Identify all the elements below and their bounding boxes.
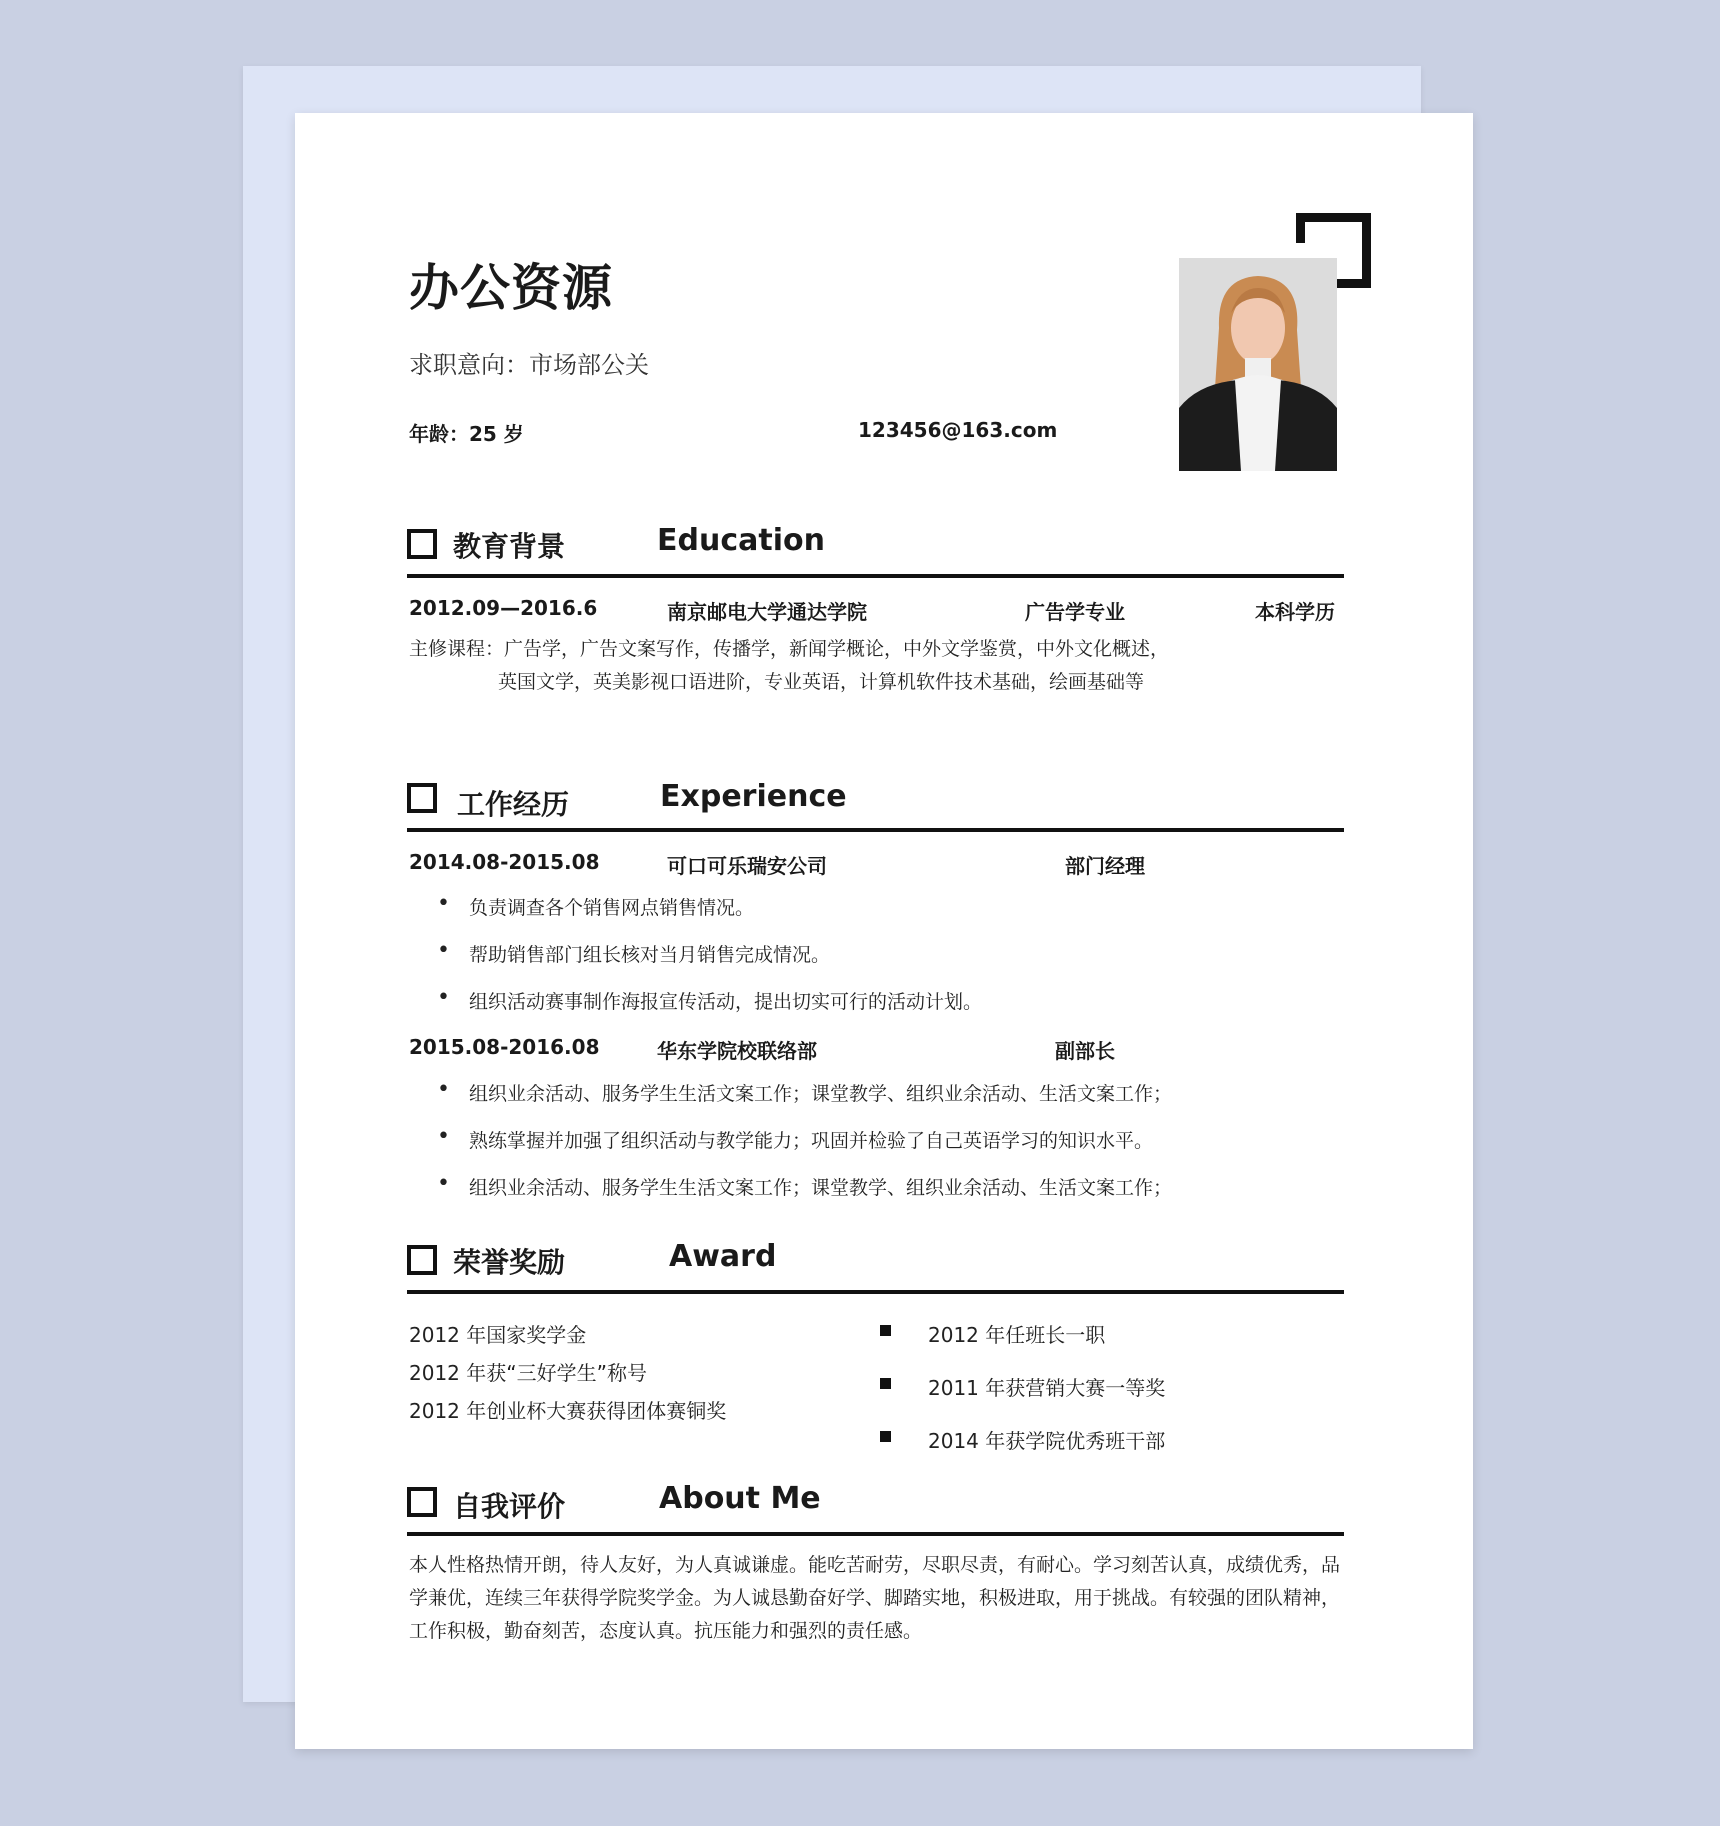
about-section-header [407, 1483, 1344, 1535]
job-1-title: 部门经理 [1065, 854, 1145, 878]
age-field: 年龄：25 岁 [409, 422, 524, 446]
section-divider [407, 1532, 1344, 1536]
checkbox-square-icon [407, 1245, 437, 1275]
section-title-en: Experience [660, 779, 847, 814]
resume-page: 办公资源 求职意向：市场部公关 年龄：25 岁 123456@163.com 教育背景 Education 2012.09—2016.6 南京邮电大学通达学院 广告学专业 本科学历 主修课程：广告学，广告文案写作，传播学，新闻学概论，中外文学鉴赏，中外文化概述， 英国文学，英美影视口语进阶，专业英语，计算机软件技术基础，绘画基础等 工作经历 Experience 2014.08-2015.08 可口可乐瑞安公司 部门经理 • 负责调查各个销售网点销售情况。 • 帮助销售部门组长核对当月销售完成情况。 • 组织活动赛事制作海报宣传活动，提出切实可行的活动计划。 2015.08-2016.08 华东学院校联络部 副部长 • 组织业余活动、服务学生生活文案工作；课堂教学、组织业余活动、生活文案工作； • 熟练掌握并加强了组织活动与教学能力；巩固并检验了自己英语学习的知识水平。 • 组织业余活动、服务学生生活文案工作；课堂教学、组织业余活动、生活文案工作； 荣誉奖励 Award 2012 年国家奖学金 2012 年获“三好学生”称号 2012 年创业杯大赛获得团体赛铜奖 2012 年任班长一职 2011 年获营销大赛一等奖 2014 年获学院优秀班干部 自我评价 About Me 本人性格热情开朗，待人友好，为人真诚谦虚。能吃苦耐劳，尽职尽责，有耐心。学习刻苦认真，成绩优秀，品学兼优，连续三年获得学院奖学金。为人诚恳勤奋好学、脚踏实地，积极进取，用于挑战。有较强的团队精神，工作积极，勤奋刻苦，态度认真。抗压能力和强烈的责任感。 [295, 113, 1473, 1749]
objective-label: 求职意向： [409, 351, 529, 379]
section-title-cn: 自我评价 [453, 1490, 566, 1523]
section-divider [407, 828, 1344, 832]
checkbox-square-icon [407, 529, 437, 559]
square-bullet-icon [880, 1325, 891, 1336]
education-section-header [407, 525, 1344, 577]
education-major: 广告学专业 [1025, 600, 1125, 624]
section-divider [407, 574, 1344, 578]
job-2-title: 副部长 [1055, 1039, 1115, 1063]
education-period: 2012.09—2016.6 [409, 596, 598, 620]
email-field: 123456@163.com [858, 418, 1058, 442]
section-title-en: Education [657, 523, 825, 558]
section-divider [407, 1290, 1344, 1294]
section-title-cn: 荣誉奖励 [453, 1246, 566, 1279]
job-2-company: 华东学院校联络部 [657, 1039, 817, 1063]
portrait-image [1179, 258, 1337, 471]
checkbox-square-icon [407, 783, 437, 813]
job-2-period: 2015.08-2016.08 [409, 1035, 600, 1059]
award-left-item: 2012 年创业杯大赛获得团体赛铜奖 [409, 1399, 727, 1423]
checkbox-square-icon [407, 1487, 437, 1517]
award-left-item: 2012 年获“三好学生”称号 [409, 1361, 647, 1385]
candidate-name: 办公资源 [409, 259, 613, 317]
square-bullet-icon [880, 1431, 891, 1442]
education-courses-line-2: 英国文学，英美影视口语进阶，专业英语，计算机软件技术基础，绘画基础等 [498, 671, 1145, 693]
experience-section-header [407, 779, 1344, 831]
education-degree: 本科学历 [1255, 600, 1335, 624]
award-section-header [407, 1241, 1344, 1293]
section-title-en: About Me [659, 1481, 821, 1516]
job-objective [409, 345, 649, 380]
section-title-cn: 工作经历 [457, 788, 570, 821]
section-title-en: Award [669, 1239, 777, 1274]
education-courses-line-1: 主修课程：广告学，广告文案写作，传播学，新闻学概论，中外文学鉴赏，中外文化概述， [409, 638, 1170, 660]
objective-value: 市场部公关 [529, 351, 649, 379]
award-left-item: 2012 年国家奖学金 [409, 1323, 587, 1347]
profile-photo [1179, 258, 1337, 471]
section-title-cn: 教育背景 [453, 530, 566, 563]
job-1-period: 2014.08-2015.08 [409, 850, 600, 874]
about-paragraph: 本人性格热情开朗，待人友好，为人真诚谦虚。能吃苦耐劳，尽职尽责，有耐心。学习刻苦认真，成绩优秀，品学兼优，连续三年获得学院奖学金。为人诚恳勤奋好学、脚踏实地，积极进取，用于挑战。有较强的团队精神，工作积极，勤奋刻苦，态度认真。抗压能力和强烈的责任感。 [409, 1554, 1341, 1642]
education-school: 南京邮电大学通达学院 [667, 600, 867, 624]
job-1-company: 可口可乐瑞安公司 [667, 854, 827, 878]
square-bullet-icon [880, 1378, 891, 1389]
